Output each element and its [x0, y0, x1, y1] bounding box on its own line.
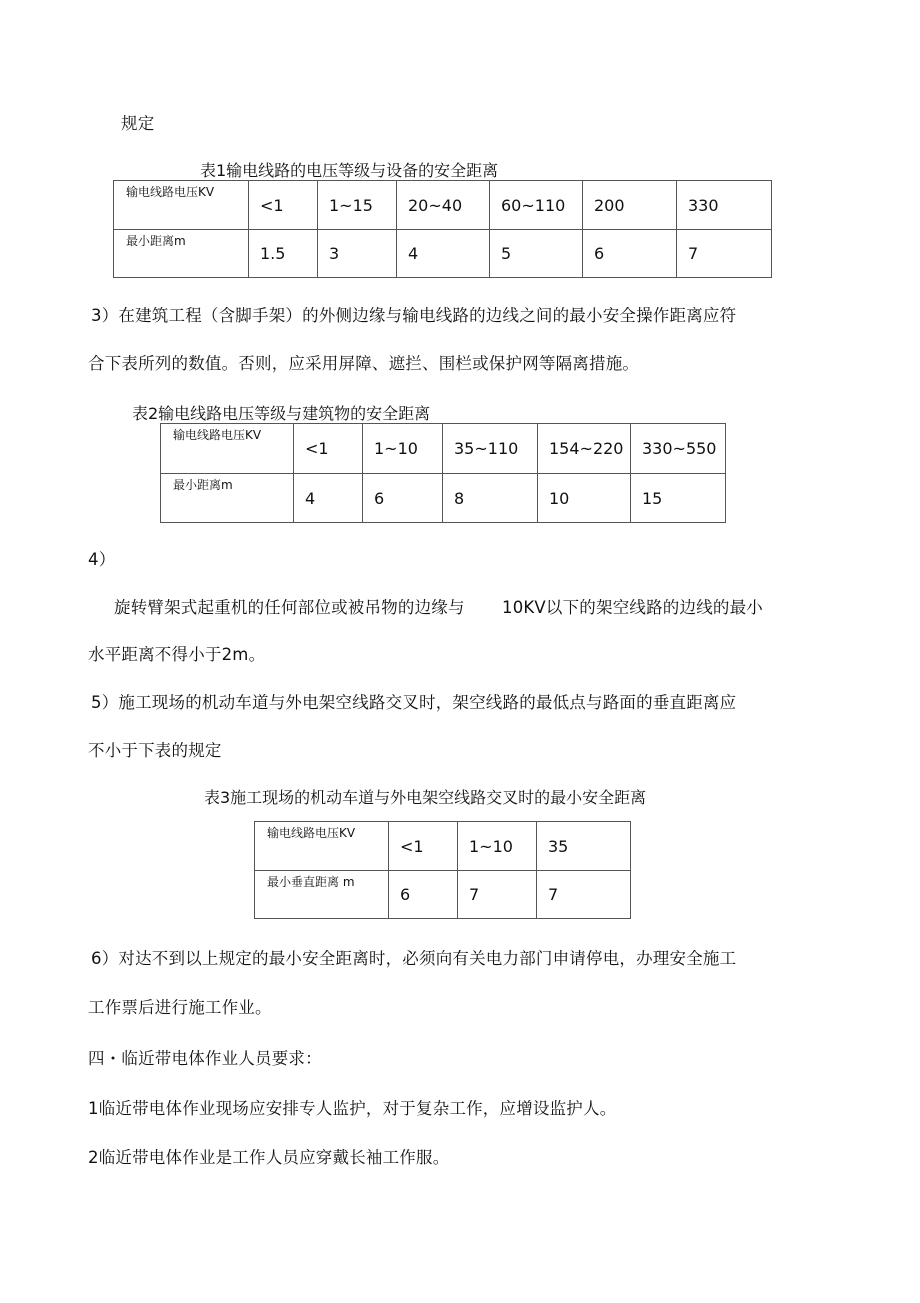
table1-cell: 5 [490, 230, 583, 278]
para6-line1: 6）对达不到以上规定的最小安全距离时，必须向有关电力部门申请停电，办理安全施工 [91, 949, 737, 968]
para4-number: 4） [88, 550, 116, 569]
table2-cell: 15 [631, 474, 726, 523]
table2-cell: 10 [538, 474, 631, 523]
table2-cell: 6 [363, 474, 443, 523]
para6-line2: 工作票后进行施工作业。 [88, 998, 272, 1017]
table1-row-header: 输电线路电压KV [114, 181, 249, 230]
table1-cell: 200 [583, 181, 677, 230]
table3-row-header: 输电线路电压KV [255, 822, 389, 871]
table3-row-header: 最小垂直距离 m [255, 871, 389, 919]
table1-cell: 6 [583, 230, 677, 278]
para5-line1: 5）施工现场的机动车道与外电架空线路交叉时，架空线路的最低点与路面的垂直距离应 [91, 693, 737, 712]
table1-voltage-row [114, 181, 772, 230]
table2 [160, 423, 726, 523]
table2-cell: 1~10 [363, 424, 443, 474]
table1-cell: <1 [249, 181, 318, 230]
para3-line2: 合下表所列的数值。否则，应采用屏障、遮拦、围栏或保护网等隔离措施。 [88, 354, 640, 373]
table3-cell: 7 [537, 871, 631, 919]
table1-cell: 3 [318, 230, 397, 278]
table2-cell: <1 [294, 424, 363, 474]
table3-caption: 表3施工现场的机动车道与外电架空线路交叉时的最小安全距离 [204, 788, 647, 807]
table3 [254, 821, 631, 919]
table2-cell: 154~220 [538, 424, 631, 474]
table1-cell: 7 [677, 230, 772, 278]
table3-cell: 1~10 [458, 822, 537, 871]
para3-line1: 3）在建筑工程（含脚手架）的外侧边缘与输电线路的边线之间的最小安全操作距离应符 [91, 306, 737, 325]
table2-row-header: 最小距离m [161, 474, 294, 523]
table3-cell: 6 [389, 871, 458, 919]
table3-distance-row [255, 871, 631, 919]
table2-distance-row [161, 474, 726, 523]
table1-caption: 表1输电线路的电压等级与设备的安全距离 [200, 161, 499, 180]
table2-voltage-row [161, 424, 726, 474]
para5-line2: 不小于下表的规定 [88, 741, 222, 760]
para4-line1-b: 10KV以下的架空线路的边线的最小 [502, 598, 764, 617]
table1-cell: 4 [397, 230, 490, 278]
section4-item1: 1临近带电体作业现场应安排专人监护，对于复杂工作，应增设监护人。 [88, 1099, 617, 1118]
table1-cell: 60~110 [490, 181, 583, 230]
table1-cell: 20~40 [397, 181, 490, 230]
table3-cell: <1 [389, 822, 458, 871]
table1-distance-row [114, 230, 772, 278]
table1-cell: 330 [677, 181, 772, 230]
table2-cell: 4 [294, 474, 363, 523]
table3-cell: 35 [537, 822, 631, 871]
table2-caption: 表2输电线路电压等级与建筑物的安全距离 [132, 404, 431, 423]
table1-cell: 1~15 [318, 181, 397, 230]
table2-cell: 330~550 [631, 424, 726, 474]
table1-cell: 1.5 [249, 230, 318, 278]
para4-line1-a: 旋转臂架式起重机的任何部位或被吊物的边缘与 [114, 598, 465, 617]
table1 [113, 180, 772, 278]
table2-cell: 35~110 [443, 424, 538, 474]
intro-fragment: 规定 [121, 114, 155, 133]
table2-row-header: 输电线路电压KV [161, 424, 294, 474]
table1-row-header: 最小距离m [114, 230, 249, 278]
table2-cell: 8 [443, 474, 538, 523]
para4-line2: 水平距离不得小于2m。 [88, 645, 266, 664]
section4-heading: 四・临近带电体作业人员要求： [88, 1049, 322, 1068]
section4-item2: 2临近带电体作业是工作人员应穿戴长袖工作服。 [88, 1148, 450, 1167]
table3-voltage-row [255, 822, 631, 871]
table3-cell: 7 [458, 871, 537, 919]
